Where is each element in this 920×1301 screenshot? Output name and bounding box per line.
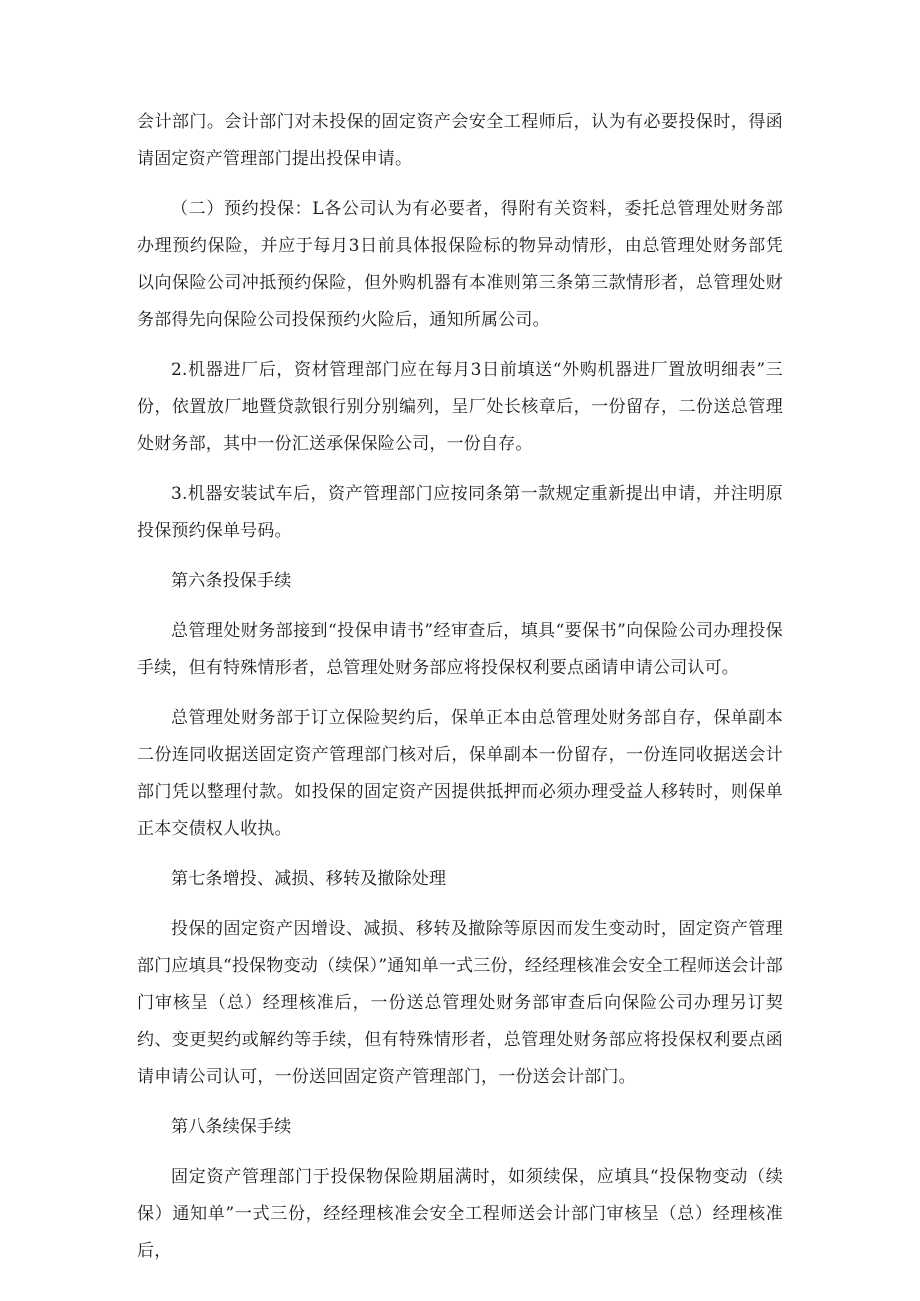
paragraph: （二）预约投保：L各公司认为有必要者，得附有关资料，委托总管理处财务部办理预约保险，并应于每月3日前具体报保险标的物异动情形，由总管理处财务部凭以向保险公司冲抵预约保险，但外购机器有本准则第三条第三款情形者，总管理处财务部得先向保险公司投保预约火险后，通知所属公司。: [137, 199, 783, 330]
paragraph: 投保的固定资产因增设、减损、移转及撤除等原因而发生变动时，固定资产管理部门应填具“投保物变动（续保）”通知单一式三份，经经理核准会安全工程师送会计部门审核呈（总）经理核准后，一份送总管理处财务部审查后向保险公司办理另订契约、变更契约或解约等手续，但有特殊情形者，总管理处财务部应将投保权利要点函请申请公司认可，一份送回固定资产管理部门，一份送会计部门。: [137, 919, 783, 1087]
section-heading-article-6: 第六条投保手续: [171, 571, 292, 591]
document-page: [137, 104, 783, 1283]
paragraph: 会计部门。会计部门对未投保的固定资产会安全工程师后，认为有必要投保时，得函请固定资产管理部门提出投保申请。: [137, 112, 783, 169]
section-heading-article-7: 第七条增投、减损、移转及撤除处理: [171, 869, 447, 889]
section-heading-article-8: 第八条续保手续: [171, 1117, 292, 1137]
paragraph: 总管理处财务部接到“投保申请书”经审查后，填具“要保书”向保险公司办理投保手续，但有特殊情形者，总管理处财务部应将投保权利要点函请申请公司认可。: [137, 621, 783, 678]
paragraph: 固定资产管理部门于投保物保险期届满时，如须续保，应填具“投保物变动（续保）通知单”一式三份，经经理核准会安全工程师送会计部门审核呈（总）经理核准后，: [137, 1167, 783, 1261]
paragraph: 总管理处财务部于订立保险契约后，保单正本由总管理处财务部自存，保单副本二份连同收据送固定资产管理部门核对后，保单副本一份留存，一份连同收据送会计部门凭以整理付款。如投保的固定资产因提供抵押而必须办理受益人移转时，则保单正本交债权人收执。: [137, 708, 783, 839]
paragraph: 3.机器安装试车后，资产管理部门应按同条第一款规定重新提出申请，并注明原投保预约保单号码。: [137, 484, 783, 541]
paragraph: 2.机器进厂后，资材管理部门应在每月3日前填送“外购机器进厂置放明细表”三份，依置放厂地暨贷款银行别分别编列，呈厂处长核章后，一份留存，二份送总管理处财务部，其中一份汇送承保保险公司，一份自存。: [137, 360, 783, 454]
